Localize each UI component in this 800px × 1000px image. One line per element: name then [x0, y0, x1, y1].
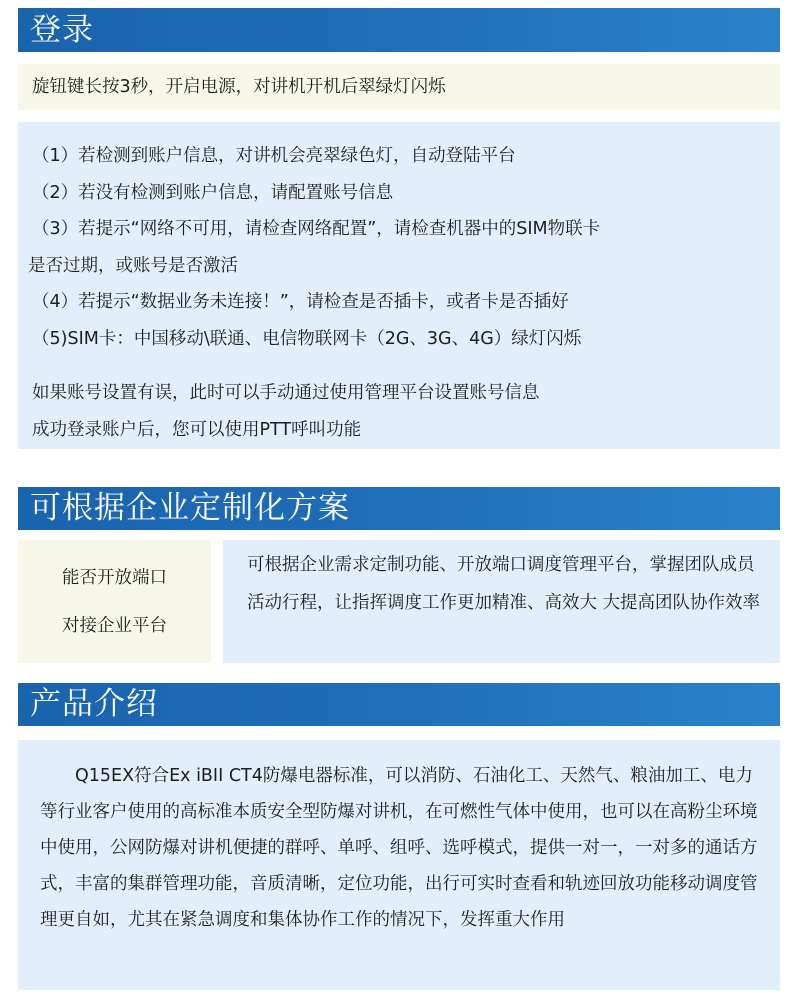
section-header-custom: [18, 487, 780, 530]
custom-description: 可根据企业需求定制功能、开放端口调度管理平台，掌握团队成员活动行程，让指挥调度工作更加精准、高效大 大提高团队协作效率: [247, 555, 761, 613]
startup-instruction: 旋钮键长按3秒，开启电源，对讲机开机后翠绿灯闪烁: [32, 77, 446, 97]
login-step: （1）若检测到账户信息，对讲机会亮翠绿色灯，自动登陆平台: [32, 146, 516, 166]
login-step: （2）若没有检测到账户信息，请配置账号信息: [32, 182, 394, 203]
section-title: 登录: [30, 11, 94, 48]
custom-feature-box: [18, 540, 211, 663]
custom-description-box: [223, 540, 780, 663]
login-step: （3）若提示“网络不可用，请检查网络配置”，请检查机器中的SIM物联卡: [32, 219, 601, 239]
login-note: 如果账号设置有误，此时可以手动通过使用管理平台设置账号信息: [32, 383, 540, 403]
product-description: Q15EX符合Ex iBII CT4防爆电器标准，可以消防、石油化工、天然气、粮油加工、电力等行业客户使用的高标准本质安全型防爆对讲机，在可燃性气体中使用，也可以在高粉尘环境中使用，公网防爆对讲机便捷的群呼、单呼、组呼、选呼模式，提供一对一，一对多的通话方式，丰富的集群管理功能，音质清晰，定位功能，出行可实时查看和轨迹回放功能移动调度管理更自如，尤其在紧急调度和集体协作工作的情况下，发挥重大作用: [40, 766, 758, 930]
section-header-login: [18, 8, 780, 52]
login-step: （4）若提示“数据业务未连接！”，请检查是否插卡，或者卡是否插好: [32, 292, 569, 312]
login-step: （5)SIM卡：中国移动\联通、电信物联网卡（2G、3G、4G）绿灯闪烁: [32, 328, 582, 349]
startup-instruction-box: [18, 64, 780, 110]
product-description-box: [18, 740, 780, 990]
login-step-continued: 是否过期，或账号是否激活: [28, 255, 238, 276]
section-header-product: [18, 683, 780, 726]
login-note: 成功登录账户后，您可以使用PTT呼叫功能: [32, 419, 362, 440]
login-steps-box: [18, 122, 780, 449]
section-title: 产品介绍: [30, 686, 158, 722]
section-title: 可根据企业定制化方案: [30, 490, 350, 526]
custom-feature-label: 对接企业平台: [62, 615, 167, 636]
custom-feature-label: 能否开放端口: [62, 567, 167, 588]
